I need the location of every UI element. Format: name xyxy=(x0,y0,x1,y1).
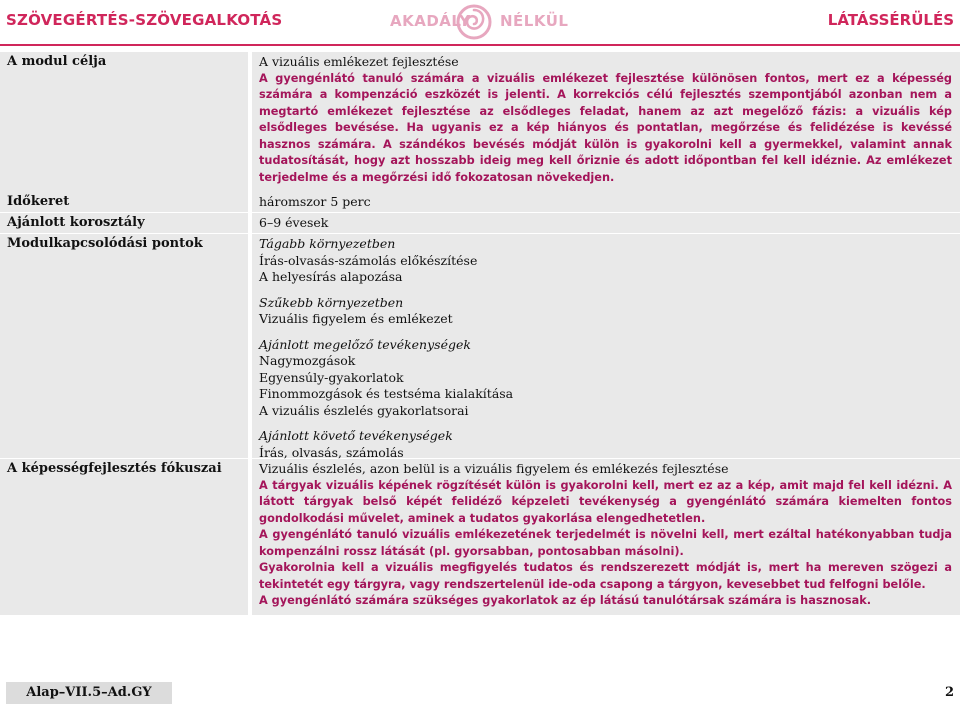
row-connections xyxy=(0,234,960,458)
connections-item: Finommozgások és testséma kialakítása xyxy=(259,386,514,401)
label-age: Ajánlott korosztály xyxy=(0,213,248,233)
content-age xyxy=(252,213,960,233)
row-time xyxy=(0,192,960,212)
row-age xyxy=(0,213,960,233)
age-value: 6–9 évesek xyxy=(259,215,329,230)
focus-paragraph: Gyakorolnia kell a vizuális megfigyelés tudatos és rendszerezett módját is, mert ha mereven szögezi a tekintetét egy tárgyra, vagy rendszertelenül ide-oda csapong a tárgyon, kevesebbet tud felfogni belőle. xyxy=(259,561,952,591)
connections-wider-title: Tágabb környezetben xyxy=(259,236,396,251)
content-connections xyxy=(252,234,960,458)
goal-text: A gyengénlátó tanuló számára a vizuális emlékezet fejlesztése különösen fontos, mert ez a képesség számára a kompenzáció eszközét is jelenti. A korrekciós célú fejlesztés szempontjából azonban nem a megtartó emlékezet fejlesztése az elsődleges feladat, hanem az azt megelőző fázis: a vizuális kép elsődleges bevésése. Ha ugyanis ez a kép hiányos és pontatlan, megőrzése és felidézése is kevéssé hasznos számára. A szándékos bevésés módját külön is gyakorolni kell a gyermekkel, valamint annak tudatosítását, hogy azt hosszabb ideig meg kell őriznie és adott időpontban fel kell idéznie. Az emlékezet terjedelme és a megőrzési idő fokozatosan növekedjen. xyxy=(259,71,952,184)
content-focus xyxy=(252,459,960,615)
connections-following-title: Ajánlott követő tevékenységek xyxy=(259,428,453,443)
goal-title: A vizuális emlékezet fejlesztése xyxy=(259,54,459,69)
module-code: Alap–VII.5–Ad.GY xyxy=(6,682,172,704)
connections-narrow-title: Szűkebb környezetben xyxy=(259,294,404,310)
header-subject: SZÖVEGÉRTÉS-SZÖVEGALKOTÁS xyxy=(6,11,283,29)
header-category: LÁTÁSSÉRÜLÉS xyxy=(827,11,954,29)
akadaly-nelkul-logo xyxy=(388,4,568,38)
page-header xyxy=(0,0,960,44)
page-number: 2 xyxy=(944,685,954,700)
logo-text-right: NÉLKÜL xyxy=(500,12,569,30)
connections-item: Vizuális figyelem és emlékezet xyxy=(259,311,453,326)
label-goal: A modul célja xyxy=(0,52,248,192)
time-value: háromszor 5 perc xyxy=(259,194,371,209)
spiral-logo-icon xyxy=(456,4,492,40)
row-goal xyxy=(0,52,960,192)
connections-item: A helyesírás alapozása xyxy=(259,269,403,284)
label-time: Időkeret xyxy=(0,192,248,212)
connections-item: Írás, olvasás, számolás xyxy=(259,444,404,460)
header-divider xyxy=(0,44,960,46)
focus-paragraph: A gyengénlátó tanuló vizuális emlékezetének terjedelmét is növelni kell, mert ezáltal hatékonyabban tudja kompenzálni rossz látását (pl. gyorsabban, pontosabban másolni). xyxy=(259,528,952,558)
focus-paragraph: A tárgyak vizuális képének rögzítését külön is gyakorolni kell, mert ez az a kép, amit majd fel kell idézni. A látott tárgyak belső képét felidéző képzeleti tevékenység a gyengénlátó számára kiemelten fontos gondolkodási művelet, aminek a tudatos gyakorlása elengedhetetlen. xyxy=(259,478,952,525)
focus-title: Vizuális észlelés, azon belül is a vizuális figyelem és emlékezés fejlesztése xyxy=(259,461,729,476)
content-goal xyxy=(252,52,960,192)
row-focus xyxy=(0,459,960,615)
logo-text-left: AKADÁLY xyxy=(390,12,471,30)
connections-preceding-title: Ajánlott megelőző tevékenységek xyxy=(259,336,471,352)
connections-item: Írás-olvasás-számolás előkészítése xyxy=(259,252,478,268)
label-connections: Modulkapcsolódási pontok xyxy=(0,234,248,458)
focus-paragraph: A gyengénlátó számára szükséges gyakorlatok az ép látású tanulótársak számára is hasznosak. xyxy=(259,594,872,607)
page-footer xyxy=(0,680,960,708)
content-time xyxy=(252,192,960,212)
label-focus: A képességfejlesztés fókuszai xyxy=(0,459,248,615)
connections-item: Egyensúly-gyakorlatok xyxy=(259,369,404,385)
connections-item: Nagymozgások xyxy=(259,353,356,368)
connections-item: A vizuális észlelés gyakorlatsorai xyxy=(259,402,469,418)
